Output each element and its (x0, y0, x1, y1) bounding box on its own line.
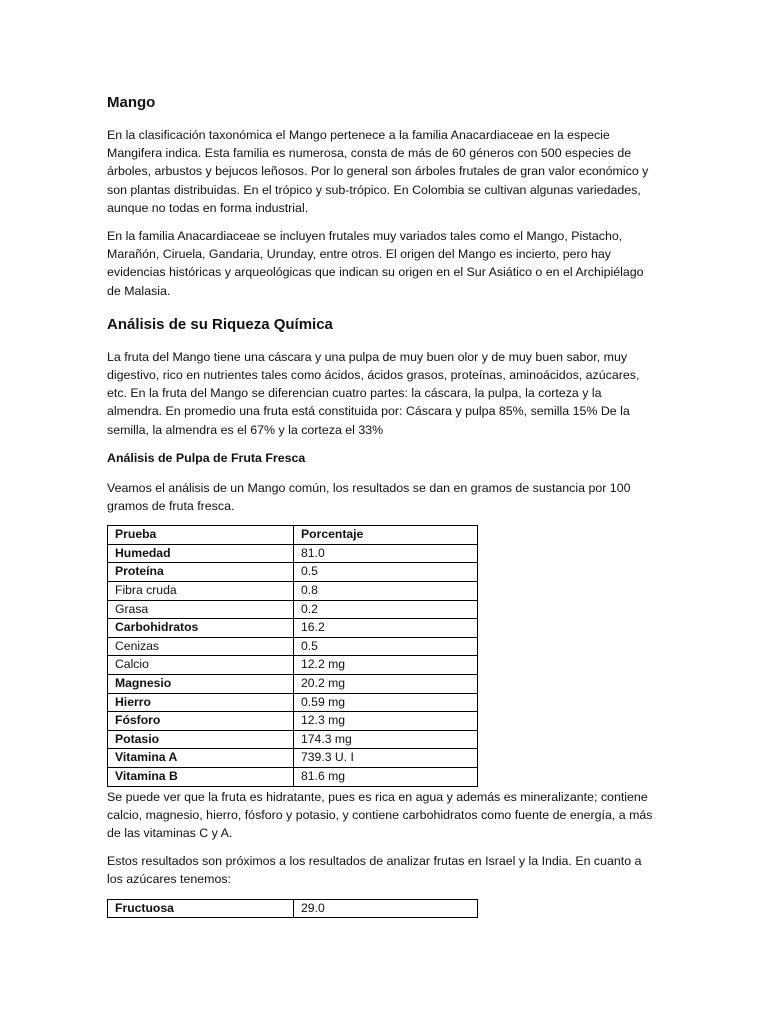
table-cell-test: Calcio (108, 656, 294, 675)
subsection-heading: Análisis de Pulpa de Fruta Fresca (107, 450, 306, 465)
table-cell-value: 81.0 (294, 544, 478, 563)
table-cell-test: Proteína (108, 563, 294, 582)
table-cell-value: 0.5 (294, 563, 478, 582)
table-header-cell: Prueba (108, 526, 294, 545)
table-row (108, 656, 478, 675)
table-cell-test: Cenizas (108, 637, 294, 656)
table-row (108, 619, 478, 638)
table-cell-test: Fósforo (108, 712, 294, 731)
table-row (108, 582, 478, 601)
section-heading: Análisis de su Riqueza Química (107, 315, 333, 333)
table-row (108, 767, 478, 786)
table-cell-test: Hierro (108, 693, 294, 712)
table-cell-value: 0.59 mg (294, 693, 478, 712)
table-row (108, 693, 478, 712)
table-row (108, 712, 478, 731)
table-cell-test: Vitamina A (108, 749, 294, 768)
section-paragraph: La fruta del Mango tiene una cáscara y una pulpa de muy buen olor y de muy buen sabor, muy digestivo, rico en nutrientes tales como ácidos, ácidos grasos, proteínas, aminoácidos, azúcares, etc. En la fruta del Mango se diferencian cuatro partes: la cáscara, la pulpa, la corteza y la almendra. En promedio una fruta está constituida por: Cáscara y pulpa 85%, semilla 15% De la semilla, la almendra es el 67% y la corteza el 33% (107, 349, 640, 437)
table-cell-value: 174.3 mg (294, 730, 478, 749)
table-cell-test: Humedad (108, 544, 294, 563)
table-row (108, 563, 478, 582)
table-header-cell: Porcentaje (294, 526, 478, 545)
sugar-table (107, 899, 478, 919)
table-cell-value: 0.5 (294, 637, 478, 656)
after-table-paragraph-1: Se puede ver que la fruta es hidratante, pues es rica en agua y además es mineralizante; contiene calcio, magnesio, hierro, fósforo y potasio, y contiene carbohidratos como fuente de energía, a más de las vitaminas C y A. (107, 789, 653, 840)
table-cell-value: 0.2 (294, 600, 478, 619)
table-cell-test: Fibra cruda (108, 582, 294, 601)
intro-paragraph-1: En la clasificación taxonómica el Mango pertenece a la familia Anacardiaceae en la especie Mangifera indica. Esta familia es numerosa, consta de más de 60 géneros con 500 especies de árboles, arbustos y bejucos leñosos. Por lo general son árboles frutales de gran valor económico y son plantas distribuidas. En el trópico y sub-trópico. En Colombia se cultivan algunas variedades, aunque no todas en forma industrial. (107, 128, 649, 215)
analysis-table (107, 525, 478, 786)
table-row (108, 544, 478, 563)
table-cell-test: Vitamina B (108, 767, 294, 786)
after-table-paragraph-2: Estos resultados son próximos a los resultados de analizar frutas en Israel y la India. En cuanto a los azúcares tenemos: (107, 854, 642, 887)
table-cell-value: 29.0 (294, 899, 478, 918)
document-title: Mango (107, 94, 156, 111)
intro-paragraph-2: En la familia Anacardiaceae se incluyen frutales muy variados tales como el Mango, Pistacho, Marañón, Ciruela, Gandaria, Urunday, entre otros. El origen del Mango es incierto, pero hay evidencias históricas y arqueológicas que indican su origen en el Sur Asiático o en el Archipiélago de Malasia. (107, 229, 644, 298)
table-cell-test: Magnesio (108, 675, 294, 694)
table-header-row (108, 526, 478, 545)
table-row (108, 600, 478, 619)
table-row (108, 730, 478, 749)
table-cell-test: Potasio (108, 730, 294, 749)
table-cell-value: 81.6 mg (294, 767, 478, 786)
table-cell-value: 12.2 mg (294, 656, 478, 675)
table-cell-value: 16.2 (294, 619, 478, 638)
table-cell-test: Fructuosa (108, 899, 294, 918)
table-cell-test: Grasa (108, 600, 294, 619)
table-row (108, 637, 478, 656)
table-intro-paragraph: Veamos el análisis de un Mango común, los resultados se dan en gramos de sustancia por 100 gramos de fruta fresca. (107, 480, 631, 514)
table-row (108, 749, 478, 768)
table-cell-value: 20.2 mg (294, 675, 478, 694)
table-cell-value: 12.3 mg (294, 712, 478, 731)
table-cell-test: Carbohidratos (108, 619, 294, 638)
table-row (108, 899, 478, 918)
table-row (108, 675, 478, 694)
table-cell-value: 739.3 U. I (294, 749, 478, 768)
table-cell-value: 0.8 (294, 582, 478, 601)
